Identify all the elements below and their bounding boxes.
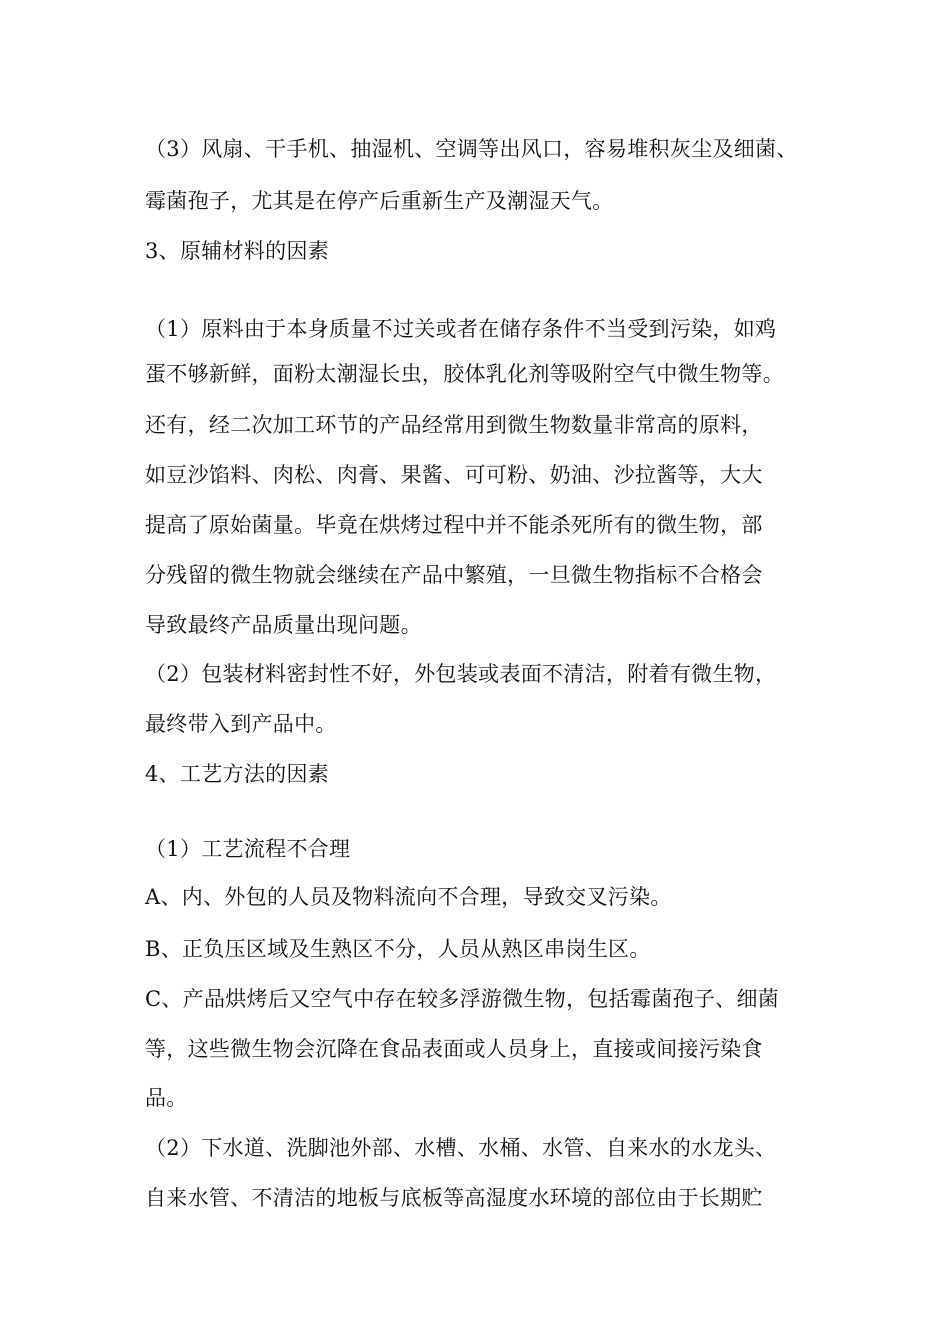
text-line-18: 等，这些微生物会沉降在食品表面或人员身上，直接或间接污染食 [145,1037,763,1061]
text-line-6: 还有，经二次加工环节的产品经常用到微生物数量非常高的原料， [145,413,763,437]
text-line-7: 如豆沙馅料、肉松、肉膏、果酱、可可粉、奶油、沙拉酱等，大大 [145,463,763,487]
text-line-16: B、正负压区域及生熟区不分，人员从熟区串岗生区。 [145,937,651,961]
text-line-10: 导致最终产品质量出现问题。 [145,613,422,637]
section-heading-4: 4、工艺方法的因素 [145,762,330,786]
text-line-19: 品。 [145,1086,188,1110]
text-line-2: 霉菌孢子，尤其是在停产后重新生产及潮湿天气。 [145,189,614,213]
text-line-14: （1）工艺流程不合理 [145,837,351,861]
text-line-15: A、内、外包的人员及物料流向不合理，导致交叉污染。 [145,885,672,909]
text-line-20: （2）下水道、洗脚池外部、水槽、水桶、水管、自来水的水龙头、 [145,1136,777,1160]
text-line-8: 提高了原始菌量。毕竟在烘烤过程中并不能杀死所有的微生物，部 [145,513,763,537]
text-line-5: 蛋不够新鲜，面粉太潮湿长虫，胶体乳化剂等吸附空气中微生物等。 [145,362,784,386]
text-line-21: 自来水管、不清洁的地板与底板等高湿度水环境的部位由于长期贮 [145,1186,763,1210]
text-line-4: （1）原料由于本身质量不过关或者在储存条件不当受到污染，如鸡 [145,317,777,341]
text-line-1: （3）风扇、干手机、抽湿机、空调等出风口，容易堆积灰尘及细菌、 [145,137,798,161]
text-line-12: 最终带入到产品中。 [145,712,337,736]
text-line-9: 分残留的微生物就会继续在产品中繁殖，一旦微生物指标不合格会 [145,563,763,587]
section-heading-3: 3、原辅材料的因素 [145,239,330,263]
text-line-11: （2）包装材料密封性不好，外包装或表面不清洁，附着有微生物， [145,662,777,686]
text-line-17: C、产品烘烤后又空气中存在较多浮游微生物，包括霉菌孢子、细菌 [145,987,780,1011]
